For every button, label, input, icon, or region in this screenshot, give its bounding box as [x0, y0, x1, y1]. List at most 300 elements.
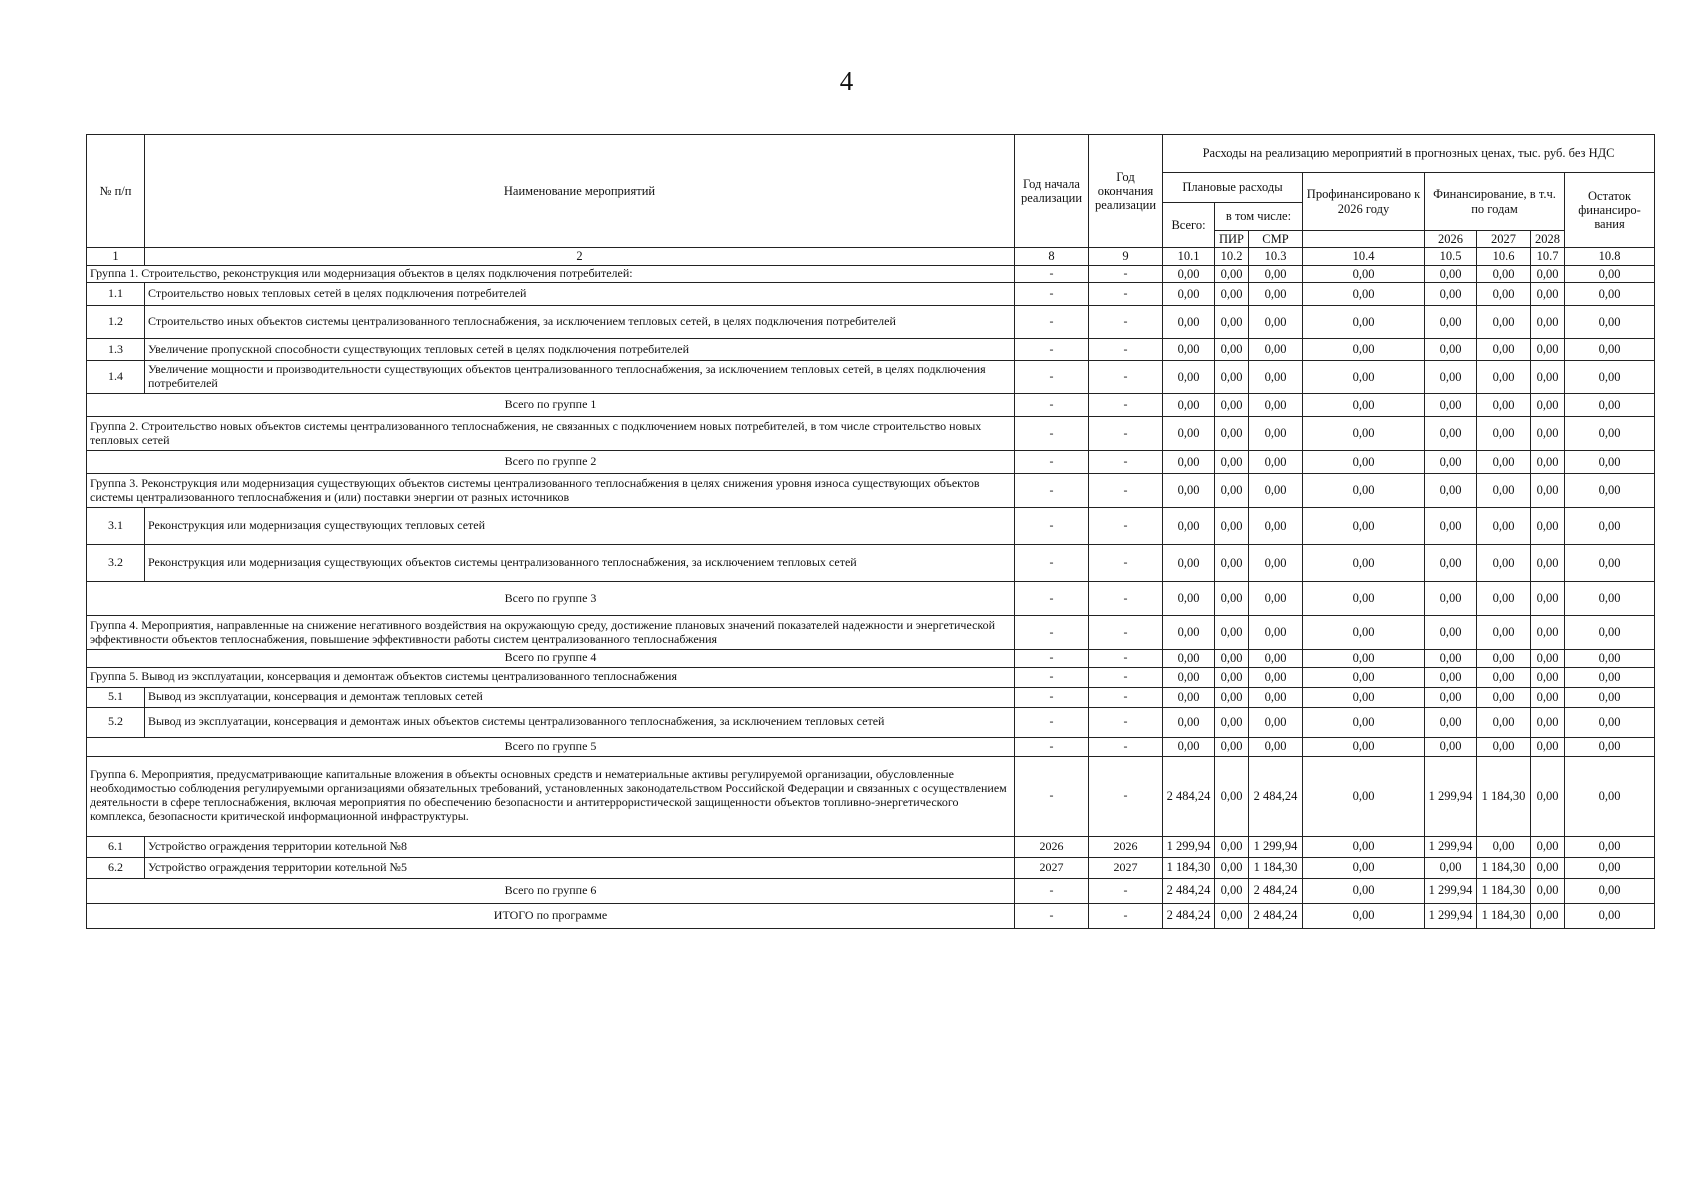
- y2026-value: 0,00: [1425, 508, 1477, 545]
- y2028-value: 0,00: [1531, 616, 1565, 650]
- total-value: 0,00: [1163, 361, 1215, 394]
- smr-value: 0,00: [1249, 474, 1303, 508]
- y2026-value: 0,00: [1425, 545, 1477, 582]
- total-label: Всего по группе 5: [87, 737, 1015, 756]
- item-name: Устройство ограждения территории котельной №5: [145, 857, 1015, 878]
- smr-value: 0,00: [1249, 650, 1303, 667]
- item-name: Строительство новых тепловых сетей в целях подключения потребителей: [145, 283, 1015, 306]
- y2027-value: 0,00: [1477, 474, 1531, 508]
- total-row: [87, 650, 1655, 667]
- start-year: -: [1015, 687, 1089, 707]
- pir-value: 0,00: [1215, 451, 1249, 474]
- page-number: 4: [839, 66, 855, 96]
- total-label: Всего по группе 6: [87, 878, 1015, 903]
- smr-value: 0,00: [1249, 417, 1303, 451]
- total-value: 0,00: [1163, 582, 1215, 616]
- item-number: 1.3: [87, 339, 145, 361]
- item-name: Реконструкция или модернизация существующих объектов системы централизованного теплоснабжения, за исключением тепловых сетей: [145, 545, 1015, 582]
- pir-value: 0,00: [1215, 417, 1249, 451]
- total-label: Всего по группе 1: [87, 394, 1015, 417]
- start-year: -: [1015, 667, 1089, 687]
- pir-value: 0,00: [1215, 707, 1249, 737]
- financed-value: 0,00: [1303, 878, 1425, 903]
- total-value: 0,00: [1163, 265, 1215, 282]
- y2027-value: 0,00: [1477, 545, 1531, 582]
- header-name: Наименование мероприятий: [145, 135, 1015, 248]
- group-title: Группа 1. Строительство, реконструкция или модернизация объектов в целях подключения потребителей:: [87, 265, 1015, 282]
- program-table: [86, 134, 1655, 929]
- end-year: -: [1089, 756, 1163, 836]
- header-expenses: Расходы на реализацию мероприятий в прогнозных ценах, тыс. руб. без НДС: [1163, 135, 1655, 173]
- end-year: 2026: [1089, 836, 1163, 857]
- smr-value: 1 184,30: [1249, 857, 1303, 878]
- end-year: -: [1089, 283, 1163, 306]
- remaining-value: 0,00: [1565, 616, 1655, 650]
- remaining-value: 0,00: [1565, 508, 1655, 545]
- col-number: 10.6: [1477, 248, 1531, 265]
- financed-value: 0,00: [1303, 737, 1425, 756]
- total-value: 2 484,24: [1163, 903, 1215, 928]
- total-value: 0,00: [1163, 417, 1215, 451]
- y2026-value: 1 299,94: [1425, 878, 1477, 903]
- total-value: 0,00: [1163, 650, 1215, 667]
- total-value: 0,00: [1163, 306, 1215, 339]
- group-row: [87, 667, 1655, 687]
- remaining-value: 0,00: [1565, 417, 1655, 451]
- y2028-value: 0,00: [1531, 667, 1565, 687]
- start-year: -: [1015, 417, 1089, 451]
- financed-value: 0,00: [1303, 836, 1425, 857]
- financed-value: 0,00: [1303, 508, 1425, 545]
- pir-value: 0,00: [1215, 650, 1249, 667]
- total-label: ИТОГО по программе: [87, 903, 1015, 928]
- remaining-value: 0,00: [1565, 903, 1655, 928]
- y2026-value: 0,00: [1425, 707, 1477, 737]
- pir-value: 0,00: [1215, 545, 1249, 582]
- pir-value: 0,00: [1215, 306, 1249, 339]
- smr-value: 0,00: [1249, 265, 1303, 282]
- start-year: -: [1015, 616, 1089, 650]
- end-year: -: [1089, 339, 1163, 361]
- remaining-value: 0,00: [1565, 667, 1655, 687]
- y2026-value: 0,00: [1425, 265, 1477, 282]
- pir-value: 0,00: [1215, 361, 1249, 394]
- remaining-value: 0,00: [1565, 878, 1655, 903]
- item-number: 1.2: [87, 306, 145, 339]
- y2027-value: 1 184,30: [1477, 857, 1531, 878]
- y2027-value: 0,00: [1477, 650, 1531, 667]
- header-end-year: Год окончания реализации: [1089, 135, 1163, 248]
- end-year: -: [1089, 650, 1163, 667]
- total-value: 2 484,24: [1163, 756, 1215, 836]
- financed-value: 0,00: [1303, 667, 1425, 687]
- item-row: [87, 339, 1655, 361]
- smr-value: 0,00: [1249, 545, 1303, 582]
- y2027-value: 0,00: [1477, 283, 1531, 306]
- end-year: -: [1089, 878, 1163, 903]
- y2028-value: 0,00: [1531, 306, 1565, 339]
- y2026-value: 0,00: [1425, 451, 1477, 474]
- start-year: -: [1015, 903, 1089, 928]
- smr-value: 1 299,94: [1249, 836, 1303, 857]
- financed-value: 0,00: [1303, 394, 1425, 417]
- y2028-value: 0,00: [1531, 361, 1565, 394]
- item-name: Устройство ограждения территории котельной №8: [145, 836, 1015, 857]
- pir-value: 0,00: [1215, 857, 1249, 878]
- total-row: [87, 903, 1655, 928]
- start-year: 2027: [1015, 857, 1089, 878]
- item-row: [87, 545, 1655, 582]
- header-smr: СМР: [1249, 231, 1303, 248]
- end-year: -: [1089, 737, 1163, 756]
- y2027-value: 0,00: [1477, 451, 1531, 474]
- y2027-value: 0,00: [1477, 737, 1531, 756]
- y2028-value: 0,00: [1531, 857, 1565, 878]
- y2026-value: 0,00: [1425, 283, 1477, 306]
- start-year: -: [1015, 707, 1089, 737]
- start-year: 2026: [1015, 836, 1089, 857]
- pir-value: 0,00: [1215, 283, 1249, 306]
- start-year: -: [1015, 508, 1089, 545]
- total-value: 0,00: [1163, 687, 1215, 707]
- financed-value: 0,00: [1303, 857, 1425, 878]
- y2026-value: 0,00: [1425, 582, 1477, 616]
- remaining-value: 0,00: [1565, 394, 1655, 417]
- y2027-value: 0,00: [1477, 687, 1531, 707]
- end-year: -: [1089, 361, 1163, 394]
- col-number: 10.3: [1249, 248, 1303, 265]
- start-year: -: [1015, 650, 1089, 667]
- item-row: [87, 687, 1655, 707]
- item-row: [87, 836, 1655, 857]
- smr-value: 0,00: [1249, 667, 1303, 687]
- y2027-value: 0,00: [1477, 339, 1531, 361]
- end-year: -: [1089, 451, 1163, 474]
- start-year: -: [1015, 737, 1089, 756]
- pir-value: 0,00: [1215, 394, 1249, 417]
- remaining-value: 0,00: [1565, 306, 1655, 339]
- y2026-value: 1 299,94: [1425, 903, 1477, 928]
- total-label: Всего по группе 3: [87, 582, 1015, 616]
- pir-value: 0,00: [1215, 339, 1249, 361]
- item-name: Реконструкция или модернизация существующих тепловых сетей: [145, 508, 1015, 545]
- header-empty: [1303, 231, 1425, 248]
- header-including: в том числе:: [1215, 203, 1303, 231]
- y2027-value: 1 184,30: [1477, 756, 1531, 836]
- end-year: -: [1089, 582, 1163, 616]
- remaining-value: 0,00: [1565, 265, 1655, 282]
- group-title: Группа 5. Вывод из эксплуатации, консервация и демонтаж объектов системы централизованного теплоснабжения: [87, 667, 1015, 687]
- header-year-2027: 2027: [1477, 231, 1531, 248]
- y2026-value: 0,00: [1425, 306, 1477, 339]
- remaining-value: 0,00: [1565, 545, 1655, 582]
- item-number: 5.2: [87, 707, 145, 737]
- item-number: 6.1: [87, 836, 145, 857]
- header-financing: Финансирование, в т.ч. по годам: [1425, 173, 1565, 231]
- smr-value: 2 484,24: [1249, 903, 1303, 928]
- item-name: Строительство иных объектов системы централизованного теплоснабжения, за исключением тепловых сетей, в целях подключения потребителей: [145, 306, 1015, 339]
- remaining-value: 0,00: [1565, 361, 1655, 394]
- remaining-value: 0,00: [1565, 687, 1655, 707]
- start-year: -: [1015, 361, 1089, 394]
- y2028-value: 0,00: [1531, 545, 1565, 582]
- total-value: 0,00: [1163, 737, 1215, 756]
- start-year: -: [1015, 451, 1089, 474]
- total-value: 1 184,30: [1163, 857, 1215, 878]
- header-total: Всего:: [1163, 203, 1215, 248]
- financed-value: 0,00: [1303, 283, 1425, 306]
- total-value: 0,00: [1163, 451, 1215, 474]
- pir-value: 0,00: [1215, 756, 1249, 836]
- remaining-value: 0,00: [1565, 737, 1655, 756]
- end-year: -: [1089, 545, 1163, 582]
- header-num: № п/п: [87, 135, 145, 248]
- remaining-value: 0,00: [1565, 582, 1655, 616]
- item-name: Вывод из эксплуатации, консервация и демонтаж иных объектов системы централизованного теплоснабжения, за исключением тепловых сетей: [145, 707, 1015, 737]
- smr-value: 0,00: [1249, 361, 1303, 394]
- y2028-value: 0,00: [1531, 339, 1565, 361]
- total-label: Всего по группе 4: [87, 650, 1015, 667]
- y2026-value: 1 299,94: [1425, 836, 1477, 857]
- pir-value: 0,00: [1215, 616, 1249, 650]
- remaining-value: 0,00: [1565, 707, 1655, 737]
- col-number: 10.4: [1303, 248, 1425, 265]
- item-row: [87, 857, 1655, 878]
- total-row: [87, 582, 1655, 616]
- total-value: 0,00: [1163, 616, 1215, 650]
- y2026-value: 0,00: [1425, 339, 1477, 361]
- y2026-value: 0,00: [1425, 361, 1477, 394]
- smr-value: 0,00: [1249, 339, 1303, 361]
- smr-value: 0,00: [1249, 283, 1303, 306]
- smr-value: 0,00: [1249, 394, 1303, 417]
- end-year: -: [1089, 474, 1163, 508]
- end-year: -: [1089, 707, 1163, 737]
- pir-value: 0,00: [1215, 582, 1249, 616]
- start-year: -: [1015, 283, 1089, 306]
- financed-value: 0,00: [1303, 474, 1425, 508]
- y2027-value: 0,00: [1477, 417, 1531, 451]
- remaining-value: 0,00: [1565, 451, 1655, 474]
- item-number: 3.1: [87, 508, 145, 545]
- smr-value: 2 484,24: [1249, 878, 1303, 903]
- y2028-value: 0,00: [1531, 836, 1565, 857]
- total-row: [87, 737, 1655, 756]
- y2026-value: 0,00: [1425, 687, 1477, 707]
- pir-value: 0,00: [1215, 737, 1249, 756]
- y2027-value: 0,00: [1477, 582, 1531, 616]
- y2027-value: 0,00: [1477, 508, 1531, 545]
- pir-value: 0,00: [1215, 687, 1249, 707]
- item-row: [87, 361, 1655, 394]
- item-number: 6.2: [87, 857, 145, 878]
- financed-value: 0,00: [1303, 451, 1425, 474]
- total-value: 0,00: [1163, 283, 1215, 306]
- pir-value: 0,00: [1215, 667, 1249, 687]
- end-year: -: [1089, 265, 1163, 282]
- financed-value: 0,00: [1303, 361, 1425, 394]
- item-name: Вывод из эксплуатации, консервация и демонтаж тепловых сетей: [145, 687, 1015, 707]
- financed-value: 0,00: [1303, 650, 1425, 667]
- col-number: 9: [1089, 248, 1163, 265]
- group-title: Группа 6. Мероприятия, предусматривающие капитальные вложения в объекты основных средств и нематериальные активы регулируемой организации, обусловленные необходимостью соблюдения регулируемыми организациями обязательных требований, установленных законодательством Российской Федерации и связанных с осуществлением деятельности в сфере теплоснабжения, включая мероприятия по обеспечению безопасности и антитеррористической защищенности объектов топливно-энергетического комплекса, безопасности критической информационной инфраструктуры.: [87, 756, 1015, 836]
- financed-value: 0,00: [1303, 265, 1425, 282]
- item-number: 1.1: [87, 283, 145, 306]
- header-remaining: Остаток финансиро-вания: [1565, 173, 1655, 248]
- col-number: 10.1: [1163, 248, 1215, 265]
- y2027-value: 1 184,30: [1477, 903, 1531, 928]
- item-row: [87, 306, 1655, 339]
- y2027-value: 0,00: [1477, 306, 1531, 339]
- smr-value: 0,00: [1249, 707, 1303, 737]
- end-year: -: [1089, 417, 1163, 451]
- total-label: Всего по группе 2: [87, 451, 1015, 474]
- pir-value: 0,00: [1215, 903, 1249, 928]
- y2028-value: 0,00: [1531, 394, 1565, 417]
- col-number: 10.7: [1531, 248, 1565, 265]
- item-number: 3.2: [87, 545, 145, 582]
- y2028-value: 0,00: [1531, 417, 1565, 451]
- y2026-value: 0,00: [1425, 737, 1477, 756]
- end-year: -: [1089, 903, 1163, 928]
- end-year: -: [1089, 687, 1163, 707]
- y2026-value: 0,00: [1425, 650, 1477, 667]
- y2027-value: 1 184,30: [1477, 878, 1531, 903]
- smr-value: 2 484,24: [1249, 756, 1303, 836]
- y2026-value: 0,00: [1425, 857, 1477, 878]
- y2028-value: 0,00: [1531, 737, 1565, 756]
- financed-value: 0,00: [1303, 903, 1425, 928]
- smr-value: 0,00: [1249, 616, 1303, 650]
- total-row: [87, 878, 1655, 903]
- start-year: -: [1015, 582, 1089, 616]
- start-year: -: [1015, 394, 1089, 417]
- col-number: 10.5: [1425, 248, 1477, 265]
- financed-value: 0,00: [1303, 616, 1425, 650]
- remaining-value: 0,00: [1565, 756, 1655, 836]
- end-year: -: [1089, 616, 1163, 650]
- pir-value: 0,00: [1215, 836, 1249, 857]
- group-row: [87, 474, 1655, 508]
- header-financed: Профинансировано к 2026 году: [1303, 173, 1425, 231]
- total-value: 0,00: [1163, 339, 1215, 361]
- y2028-value: 0,00: [1531, 474, 1565, 508]
- header-start-year: Год начала реализации: [1015, 135, 1089, 248]
- y2028-value: 0,00: [1531, 508, 1565, 545]
- group-title: Группа 4. Мероприятия, направленные на снижение негативного воздействия на окружающую среду, достижение плановых значений показателей надежности и энергетической эффективности объектов теплоснабжения, повышение эффективности работы систем централизованного теплоснабжения: [87, 616, 1015, 650]
- start-year: -: [1015, 474, 1089, 508]
- financed-value: 0,00: [1303, 417, 1425, 451]
- item-row: [87, 707, 1655, 737]
- end-year: -: [1089, 667, 1163, 687]
- total-value: 0,00: [1163, 474, 1215, 508]
- total-value: 0,00: [1163, 667, 1215, 687]
- smr-value: 0,00: [1249, 737, 1303, 756]
- column-numbers-row: [87, 248, 1655, 265]
- group-row: [87, 265, 1655, 282]
- end-year: -: [1089, 394, 1163, 417]
- y2026-value: 0,00: [1425, 667, 1477, 687]
- end-year: 2027: [1089, 857, 1163, 878]
- col-number: 10.8: [1565, 248, 1655, 265]
- y2027-value: 0,00: [1477, 361, 1531, 394]
- start-year: -: [1015, 878, 1089, 903]
- start-year: -: [1015, 545, 1089, 582]
- financed-value: 0,00: [1303, 707, 1425, 737]
- start-year: -: [1015, 756, 1089, 836]
- smr-value: 0,00: [1249, 451, 1303, 474]
- remaining-value: 0,00: [1565, 836, 1655, 857]
- item-row: [87, 283, 1655, 306]
- remaining-value: 0,00: [1565, 339, 1655, 361]
- item-name: Увеличение мощности и производительности существующих объектов централизованного теплоснабжения, за исключением тепловых сетей, в целях подключения потребителей: [145, 361, 1015, 394]
- start-year: -: [1015, 306, 1089, 339]
- group-row: [87, 616, 1655, 650]
- smr-value: 0,00: [1249, 508, 1303, 545]
- start-year: -: [1015, 339, 1089, 361]
- remaining-value: 0,00: [1565, 283, 1655, 306]
- item-number: 1.4: [87, 361, 145, 394]
- group-title: Группа 3. Реконструкция или модернизация существующих объектов системы централизованного теплоснабжения в целях снижения уровня износа существующих объектов системы централизованного теплоснабжения и (или) поставки энергии от разных источников: [87, 474, 1015, 508]
- y2027-value: 0,00: [1477, 394, 1531, 417]
- pir-value: 0,00: [1215, 508, 1249, 545]
- financed-value: 0,00: [1303, 306, 1425, 339]
- header-pir: ПИР: [1215, 231, 1249, 248]
- y2028-value: 0,00: [1531, 451, 1565, 474]
- financed-value: 0,00: [1303, 756, 1425, 836]
- y2026-value: 0,00: [1425, 417, 1477, 451]
- y2027-value: 0,00: [1477, 616, 1531, 650]
- y2028-value: 0,00: [1531, 265, 1565, 282]
- pir-value: 0,00: [1215, 474, 1249, 508]
- header-year-2026: 2026: [1425, 231, 1477, 248]
- total-value: 1 299,94: [1163, 836, 1215, 857]
- remaining-value: 0,00: [1565, 857, 1655, 878]
- y2026-value: 1 299,94: [1425, 756, 1477, 836]
- y2026-value: 0,00: [1425, 394, 1477, 417]
- col-number: 8: [1015, 248, 1089, 265]
- smr-value: 0,00: [1249, 582, 1303, 616]
- y2028-value: 0,00: [1531, 687, 1565, 707]
- y2028-value: 0,00: [1531, 650, 1565, 667]
- y2028-value: 0,00: [1531, 878, 1565, 903]
- end-year: -: [1089, 306, 1163, 339]
- y2028-value: 0,00: [1531, 283, 1565, 306]
- total-value: 2 484,24: [1163, 878, 1215, 903]
- total-value: 0,00: [1163, 707, 1215, 737]
- smr-value: 0,00: [1249, 306, 1303, 339]
- smr-value: 0,00: [1249, 687, 1303, 707]
- item-name: Увеличение пропускной способности существующих тепловых сетей в целях подключения потребителей: [145, 339, 1015, 361]
- y2027-value: 0,00: [1477, 265, 1531, 282]
- end-year: -: [1089, 508, 1163, 545]
- remaining-value: 0,00: [1565, 650, 1655, 667]
- financed-value: 0,00: [1303, 339, 1425, 361]
- col-number: 1: [87, 248, 145, 265]
- group-row: [87, 756, 1655, 836]
- total-value: 0,00: [1163, 508, 1215, 545]
- remaining-value: 0,00: [1565, 474, 1655, 508]
- group-row: [87, 417, 1655, 451]
- financed-value: 0,00: [1303, 687, 1425, 707]
- header-planned: Плановые расходы: [1163, 173, 1303, 203]
- y2028-value: 0,00: [1531, 707, 1565, 737]
- y2027-value: 0,00: [1477, 667, 1531, 687]
- total-row: [87, 394, 1655, 417]
- col-number: 2: [145, 248, 1015, 265]
- y2026-value: 0,00: [1425, 474, 1477, 508]
- col-number: 10.2: [1215, 248, 1249, 265]
